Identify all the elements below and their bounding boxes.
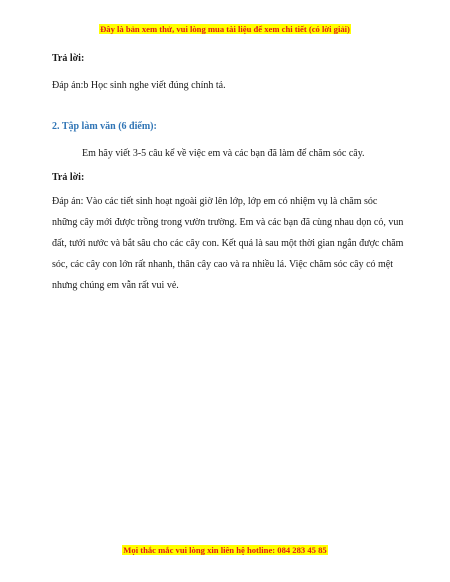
section-2 xyxy=(52,116,404,296)
section-prompt: Em hãy viết 3-5 câu kể về việc em và các bạn đã làm để chăm sóc cây. xyxy=(82,148,365,159)
hotline-footer-banner xyxy=(0,545,450,555)
hotline-text: Mọi thắc mắc vui lòng xin liên hệ hotline: 084 283 45 85 xyxy=(123,545,327,555)
answer-label: Trả lời: xyxy=(52,172,85,183)
answer-paragraph: Đáp án: Vào các tiết sinh hoạt ngoài giờ lên lớp, lớp em có nhiệm vụ là chăm sóc những cây mới được trồng trong vườn trường. Em và các bạn đã cùng nhau dọn cỏ, vun đất, tưới nước và bắt sâu cho các cây con. Kết quả là sau một thời gian ngắn được chăm sóc, các cây con lớn rất nhanh, thân cây cao và ra nhiều lá. Việc chăm sóc cây có mệt nhưng chúng em vẫn rất vui vẻ. xyxy=(52,196,404,291)
answer-block-1 xyxy=(52,48,404,96)
section-title: 2. Tập làm văn (6 điểm): xyxy=(52,121,157,132)
preview-notice-text: Đây là bản xem thử, vui lòng mua tài liệu để xem chi tiết (có lời giải) xyxy=(100,24,350,34)
preview-notice-banner xyxy=(0,24,450,34)
answer-label: Trả lời: xyxy=(52,53,85,64)
answer-text: Đáp án:b Học sinh nghe viết đúng chính tả. xyxy=(52,80,226,91)
